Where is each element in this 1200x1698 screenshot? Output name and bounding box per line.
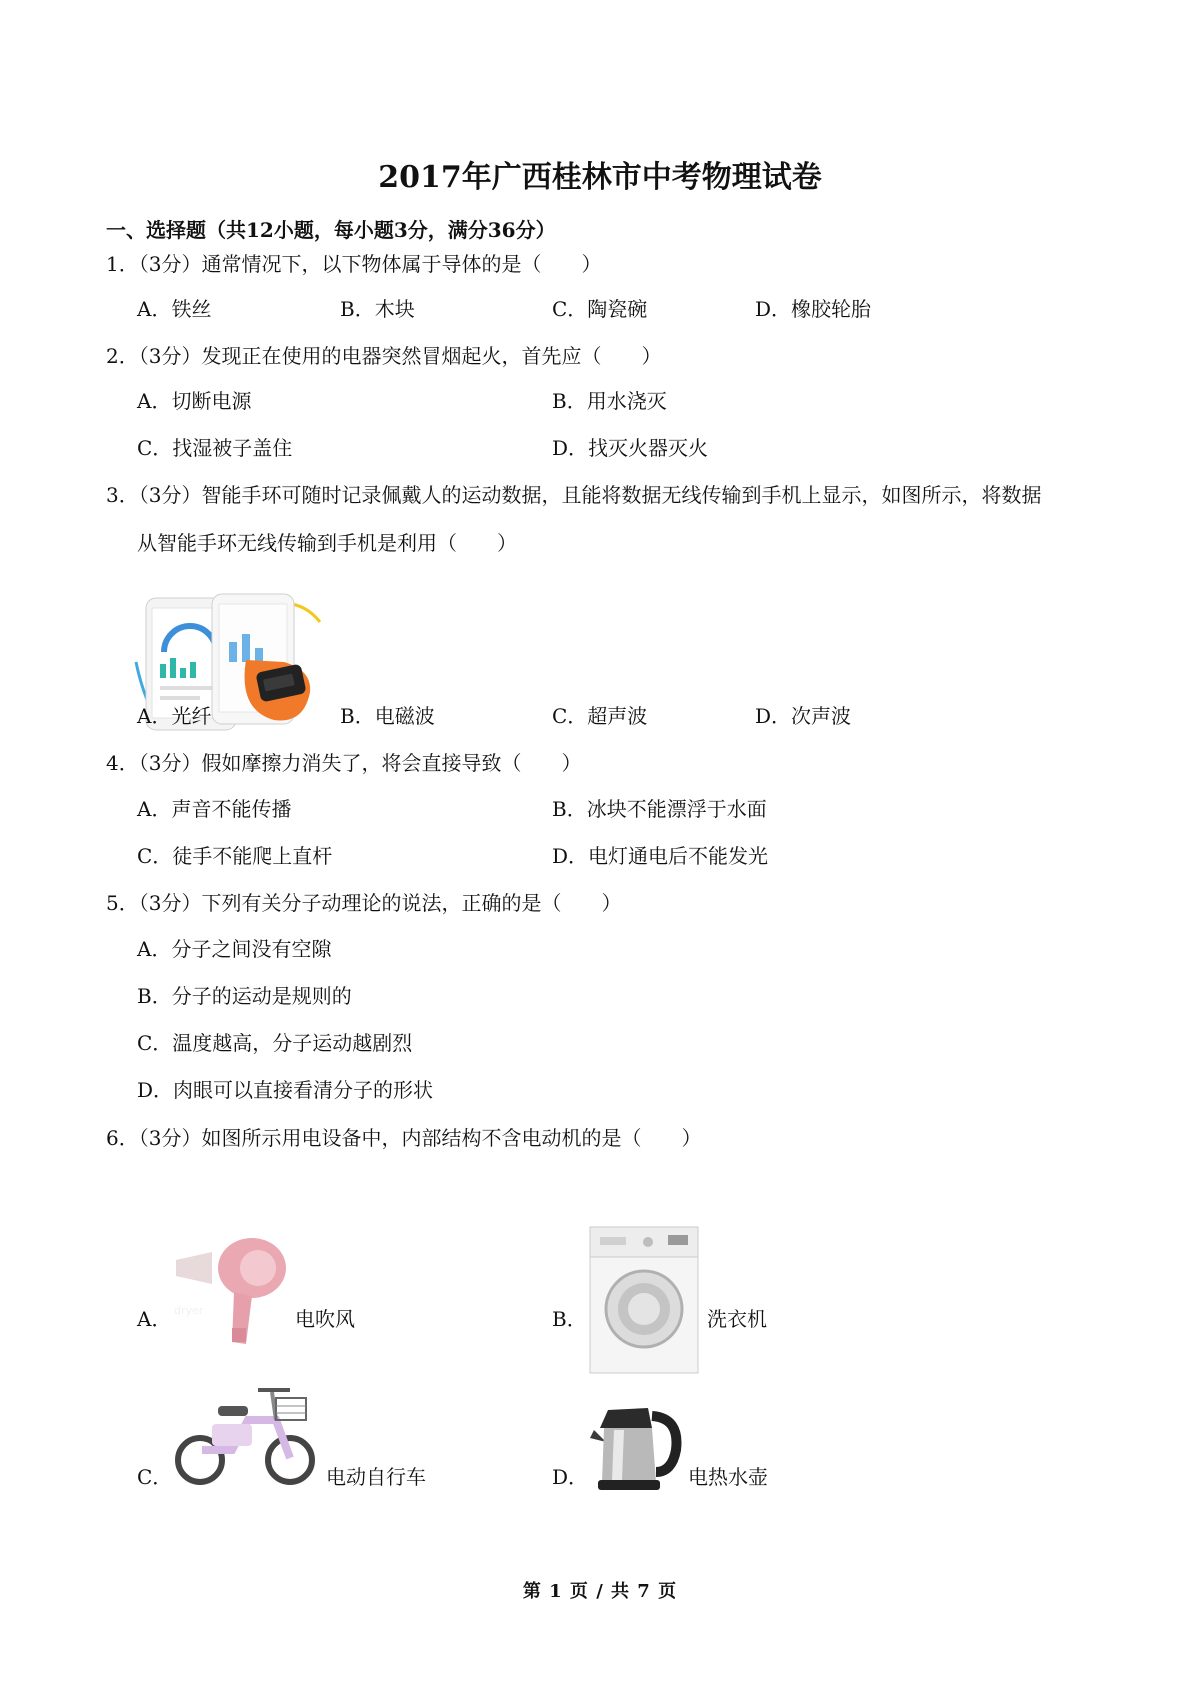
q1-option-d: D．橡胶轮胎 — [755, 297, 872, 321]
washing-machine-image — [588, 1225, 700, 1375]
q5-option-b: B．分子的运动是规则的 — [137, 984, 352, 1008]
page-title: 2017年广西桂林市中考物理试卷 — [378, 160, 822, 195]
question-3-stem-line2: 从智能手环无线传输到手机是利用（ ） — [137, 531, 517, 555]
q5-option-d: D．肉眼可以直接看清分子的形状 — [137, 1078, 434, 1102]
question-6-stem: 6．（3分）如图所示用电设备中，内部结构不含电动机的是（ ） — [106, 1126, 702, 1150]
q6-option-d-letter: D． — [552, 1465, 589, 1489]
page-footer: 第 1 页 / 共 7 页 — [522, 1581, 678, 1602]
q4-option-d: D．电灯通电后不能发光 — [552, 844, 769, 868]
q2-option-a: A．切断电源 — [137, 389, 252, 413]
q3-option-a: A．光纤 — [137, 704, 212, 728]
q6-option-a-label: 电吹风 — [295, 1307, 355, 1331]
q6-option-b-letter: B． — [552, 1307, 587, 1331]
svg-text:dryer: dryer — [174, 1304, 204, 1317]
question-4-stem: 4．（3分）假如摩擦力消失了，将会直接导致（ ） — [106, 751, 582, 775]
q4-option-c: C．徒手不能爬上直杆 — [137, 844, 333, 868]
section-heading: 一、选择题（共12小题，每小题3分，满分36分） — [106, 218, 556, 242]
q3-option-c: C．超声波 — [552, 704, 648, 728]
q5-option-c: C．温度越高，分子运动越剧烈 — [137, 1031, 413, 1055]
question-3-stem-line1: 3．（3分）智能手环可随时记录佩戴人的运动数据，且能将数据无线传输到手机上显示，如图所示，将数据 — [106, 483, 1042, 507]
question-2-stem: 2．（3分）发现正在使用的电器突然冒烟起火，首先应（ ） — [106, 344, 662, 368]
question-1-stem: 1．（3分）通常情况下，以下物体属于导体的是（ ） — [106, 252, 602, 276]
q1-option-a: A．铁丝 — [137, 297, 212, 321]
q3-option-b: B．电磁波 — [340, 704, 435, 728]
q3-option-d: D．次声波 — [755, 704, 852, 728]
q4-option-a: A．声音不能传播 — [137, 797, 292, 821]
q2-option-c: C．找湿被子盖住 — [137, 436, 293, 460]
q6-option-a-letter: A． — [137, 1307, 172, 1331]
electric-bike-image — [172, 1380, 322, 1490]
question-5-stem: 5．（3分）下列有关分子动理论的说法，正确的是（ ） — [106, 891, 622, 915]
q1-option-b: B．木块 — [340, 297, 415, 321]
q1-option-c: C．陶瓷碗 — [552, 297, 648, 321]
q4-option-b: B．冰块不能漂浮于水面 — [552, 797, 767, 821]
hair-dryer-image — [172, 1232, 292, 1347]
q6-option-b-label: 洗衣机 — [707, 1307, 767, 1331]
q2-option-d: D．找灭火器灭火 — [552, 436, 709, 460]
q6-option-d-label: 电热水壶 — [688, 1465, 768, 1489]
electric-kettle-image — [590, 1400, 682, 1492]
q6-option-c-letter: C． — [137, 1465, 173, 1489]
q5-option-a: A．分子之间没有空隙 — [137, 937, 332, 961]
q6-option-c-label: 电动自行车 — [326, 1465, 426, 1489]
q2-option-b: B．用水浇灭 — [552, 389, 667, 413]
